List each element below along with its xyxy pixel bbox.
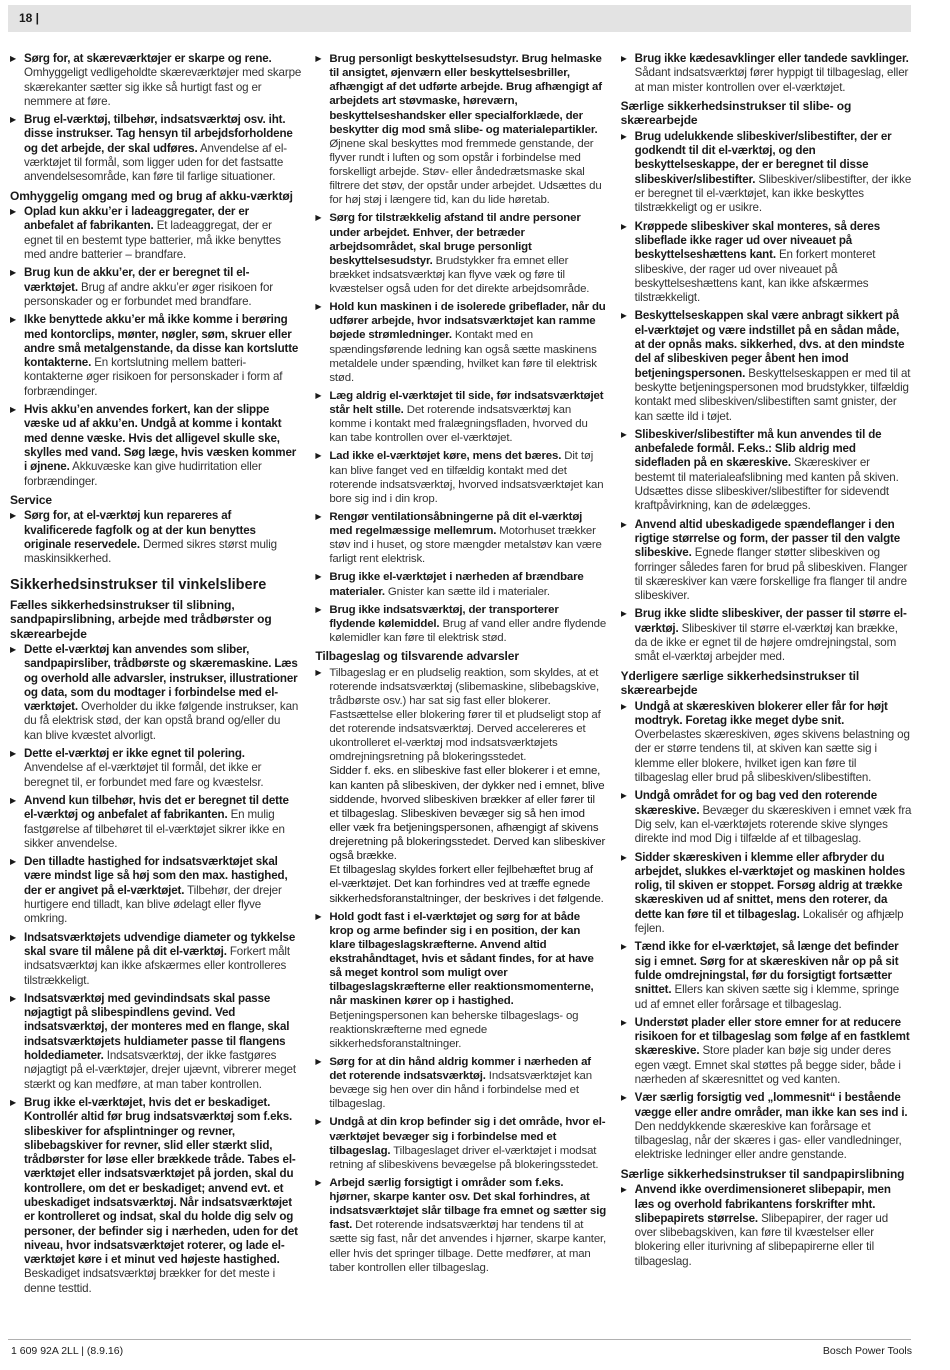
bullet-item [10,747,301,790]
bullet-bold-text: Oplad kun akku’er i ladeaggregater, der er anbefalet af fabrikanten. [24,205,250,233]
bullet-text: Egnede flanger støtter slibeskiven og forringer således faren for brud på slibeskiven. Flanger til skæreskiver kan være forskellige fra flanger til andre slibeskiver. [634,546,908,603]
bullet-bold-text: Krøppede slibeskiver skal monteres, så deres slibeflade ikke rager ud over niveauet på beskyttelseshættens kant. [634,219,881,262]
bullet-bold-text: Dette el-værktøj kan anvendes som sliber, sandpapirsliber, trådbørste og skæremaskine. Læs og overhold alle advarsler, instrukser, illustrationer og data, som du modtager i forbindelse med el-værktøjet. [24,643,298,714]
subsection-heading: Service [10,492,53,507]
bullet-bold-text: Beskyttelseskappen skal være anbragt sikkert på el-værktøjet og være indstillet på en sådan måde, at der opnås maks. sikkerhed, dvs. at den mindste del af slibeskiven peger åbent hen imod betjeningspersonen. [634,309,905,380]
subsection-heading: Omhyggelig omgang med og brug af akku-værktøj [10,188,293,203]
bullet-item [315,211,606,296]
bullet-bold-text: Understøt plader eller store emner for at reducere risikoen for et tilbageslag som følge af en fastklemt skæreskive. [634,1015,910,1058]
bullet-bold-text: Indsatsværktøjets udvendige diameter og tykkelse skal svare til målene på dit el-værktøj. [24,930,296,958]
bullet-text: Dit tøj kan blive fanget ved en tilfældig kontakt med det roterende indsatsværktøj, hvorved indsatsværktøjet kan bore sig ind i din krop. [329,450,604,505]
bullet-item [621,1091,912,1162]
bullet-text: Bevæger du skæreskiven i emnet væk fra Dig selv, kan el-værktøjets roterende skive slynges direkte ind mod Dig i tilfælde af et tilbageslag. [634,803,912,846]
bullet-text: Omhyggeligt vedligeholdte skæreværktøjer med skarpe skærekanter sætter sig ikke så hurtigt fast og er nemmere at føre. [24,66,302,108]
bullet-item [10,794,301,851]
bullet-item [315,570,606,598]
bullet-item [621,940,912,1011]
bullet-text: Akkuvæske kan give hudirritation eller forbrændinger. [24,460,262,488]
bullet-text: Betjeningspersonen kan beherske tilbageslags- og reaktionskræfterne med egnede sikkerhedsforanstaltninger. [329,1009,579,1050]
bullet-text: Det roterende indsatsværktøj kan komme i kontakt med fralægningsfladen, hvorved du kan tabe kontrollen over el-værktøjet. [329,404,588,445]
paragraph: Et tilbageslag skyldes forkert eller fejlbehæftet brug af el-værktøjet. Det kan forhindres ved at træffe egnede sikkerhedsforanstaltninger, der beskrives i det følgende. [329,864,604,905]
column-2 [315,52,606,1317]
bullet-item [621,518,912,604]
bullet-text: Overholder du ikke følgende instrukser, kan du få elektrisk stød, der kan opstå brand og/eller du kan blive kvæstet alvorligt. [24,700,299,742]
bullet-text: Den neddykkende skæreskive kan forårsage et tilbageslag, når der skæres i gas- eller vandledninger, elektriske ledninger eller andre genstande. [634,1119,902,1162]
bullet-bold-text: Brug ikke el-værktøjet, hvis det er beskadiget. Kontrollér altid før brug indsatsværktøj som f.eks. slibeskiver for afsplintninger og revner, slibebagskiver for revner, slid eller stærkt slid, trådbørster for løse eller brækkede tråde. Tabes el-værktøjet eller indsatsværktøjet på jorden, skal du kontrollere, om det er beskadiget; anvend evt. et ubeskadiget indsatsværktøj. Når indsatsværktøjet er kontrolleret og indsat, skal du holde dig selv og personer, der befinder sig i nærheden, uden for det niveau, hvor indsatsværktøjet roterer, og lade el-værktøjet køre i et minut ved højeste hastighed. [24,1095,298,1267]
bullet-text: Beskadiget indsatsværktøj brækker for det meste i denne testtid. [24,1267,276,1295]
bullet-item [315,389,606,446]
document-body [10,52,912,1317]
bullet-bold-text: Brug ikke kædesavklinger eller tandede savklinger. [634,52,909,65]
column-3 [621,52,912,1317]
bullet-item [315,510,606,567]
bullet-bold-text: Læg aldrig el-værktøjet til side, før indsatsværktøjet står helt stille. [329,389,604,416]
bullet-bold-text: Undgå området for og bag ved den roterende skæreskive. [634,789,878,817]
bullet-bold-text: Vær særlig forsigtig ved „lommesnit“ i bestående vægge eller andre områder, man ikke kan ses ind i. [634,1091,908,1119]
bullet-item [315,449,606,506]
bullet-item [10,992,301,1092]
bullet-item [10,403,301,489]
section-heading: Sikkerhedsinstrukser til vinkelslibere [10,576,267,593]
bullet-item [621,309,912,423]
bullet-bold-text: Sørg for, at skæreværktøjer er skarpe og rene. [24,52,272,65]
bullet-text: Tilbageslag er en pludselig reaktion, som skyldes, at et roterende indsatsværktøj (slibemaskine, slibebagskive, trådbørste osv.) har sat sig fast eller blokerer. Fastsættelse eller blokering fører til et pludseligt stop af det roterende indsatsværktøj. Derved accelereres et ukontrolleret el-værktøj mod indsatsværktøjets omdrejningsretning på blokeringsstedet. [329,666,601,764]
bullet-text: Tilbehør, der drejer hurtigere end tilladt, kan blive ødelagt eller flyve omkring. [24,883,282,926]
bullet-text: Sådant indsatsværktøj fører hyppigt til tilbageslag, eller at man mister kontrollen over el-værktøjet. [634,66,909,94]
bullet-text: Skæreskiver er bestemt til materialeafslibning med kanten på skiven. Udsættes disse slibeskiver/slibestifter for sidevendt kraftpåvirkning, kan de ødelægges. [634,456,899,513]
bullet-text: Anvendelse af el-værktøjet til formål, som ligger uden for det fastsatte anvendelsesområde, kan føre til farlige situationer. [24,141,287,184]
bullet-bold-text: Rengør ventilationsåbningerne på dit el-værktøj med regelmæssige mellemrum. [329,510,583,537]
bullet-text: En mulig fastgørelse af tilbehøret til el-værktøjet sikrer ikke en sikker anvendelse. [24,808,285,850]
bullet-item [621,789,912,846]
bullet-text: Kontakt med en spændingsførende ledning kan også sætte maskinens metaldele under spænding, hvilket kan føre til elektrisk stød. [329,329,597,384]
bullet-item [621,130,912,216]
bullet-bold-text: Sidder skæreskiven i klemme eller afbryder du arbejdet, slukkes el-værktøjet og maskinen holdes rolig, til skiven er stoppet. Forsøg aldrig at trække skæreskiven ud af snittet, mens den roterer, da dette kan føre til et tilbageslag. [634,850,906,921]
bullet-text: Det roterende indsatsværktøj har tendens til at sætte sig fast, når det anvendes i hjørner, skarpe kanter, eller hvis det springer tilbage. Dette medfører, at man taber kontrollen eller tilbageslag. [329,1219,607,1274]
bullet-text: Øjnene skal beskyttes mod fremmede genstande, der flyver rundt i luften og som opstår i forbindelse med forskelligt arbejde. Støv- eller åndedrætsmaske skal filtrere det støv, der opstår under arbejdet. Udsættes du for høj støj i længere tid, kan du lide høretab. [329,137,602,207]
bullet-bold-text: Anvend kun tilbehør, hvis det er beregnet til dette el-værktøj og anbefalet af fabrikanten. [24,793,289,822]
bullet-text: Slibepapirer, der rager ud over slibebagskiven, kan føre til kvæstelser eller blokering eller iturivning af slibepapirerne eller til tilbageslag. [634,1211,889,1268]
bullet-text: Indsatsværktøjet kan bevæge sig hen over din hånd i forbindelse med et tilbageslag. [329,1070,592,1111]
bullet-bold-text: Anvend altid ubeskadigede spændeflanger i den rigtige størrelse og form, der passer til den valgte slibeskive. [634,517,901,560]
bullet-bold-text: Undgå at din krop befinder sig i det område, hvor el-værktøjet bevæger sig i forbindelse med et tilbageslag. [329,1116,606,1157]
bullet-bold-text: Ikke benyttede akku’er må ikke komme i berøring med kontorclips, mønter, nøgler, søm, skruer eller andre små metalgenstande, da disse kan kortslutte kontakterne. [24,313,299,370]
bullet-bold-text: Sørg for tilstrækkelig afstand til andre personer under arbejdet. Enhver, der betræder arbejdsområdet, skal bruge personligt beskyttelsesudstyr. [329,212,581,267]
bullet-bold-text: Sørg for, at el-værktøj kun repareres af kvalificerede fagfolk og at der kun benyttes originale reservedele. [24,509,256,551]
bullet-item [621,851,912,937]
bullet-text: Lokalisér og afhjælp fejlen. [634,907,904,936]
footer-doc-id: 1 609 92A 2LL | (8.9.16) [11,1345,124,1357]
subsection-heading: Yderligere særlige sikkerhedsinstrukser til skærearbejde [620,668,860,698]
bullet-text: Store plader kan bøje sig under deres egen vægt. Emnet skal støttes på begge sider, både i nærheden af skæresnittet og ved kanten. [634,1044,901,1086]
bullet-text: En forkert monteret slibeskive, der rager ud over niveauet på beskyttelseshættens kant, kan ikke afskærmes tilstrækkeligt. [634,248,876,305]
bullet-item [10,855,301,926]
page-number: 18 | [19,11,40,25]
bullet-item [10,931,301,988]
bullet-bold-text: Brug ikke slidte slibeskiver, der passer til større el-værktøj. [634,607,907,635]
bullet-item [10,313,301,399]
bullet-bold-text: Anvend ikke overdimensioneret slibepapir, men læs og overhold fabrikantens forskrifter mht. slibepapirets størrelse. [634,1183,891,1225]
bullet-bold-text: Brug ikke el-værktøjet i nærheden af brændbare materialer. [329,571,584,598]
bullet-item [315,1055,606,1112]
bullet-bold-text: Brug el-værktøj, tilbehør, indsatsværktøj osv. iht. disse instrukser. Tag hensyn til arbejdsforholdene og det arbejde, der skal udføres. [24,113,293,155]
bullet-bold-text: Arbejd særlig forsigtigt i områder som f.eks. hjørner, skarpe kanter osv. Det skal forhindres, at indsatsværktøjet slår tilbage fra emnet og sætter sig fast. [329,1176,607,1232]
bullet-text: Motorhuset trækker støv ind i huset, og store mængder metalstøv kan være farligt rent elektrisk. [329,525,602,566]
bullet-item [621,700,912,786]
subsection-heading: Særlige sikkerhedsinstrukser til slibe- og skærearbejde [620,98,852,128]
bullet-bold-text: Indsatsværktøj med gevindindsats skal passe nøjagtigt på slibespindlens gevind. Ved indsatsværktøj, der monteres med en flange, skal indsatsværktøjets huldiameter passe til flangens holdediameter. [24,991,290,1063]
bullet-text: Forkert målt indsatsværktøj kan ikke afskærmes eller kontrolleres tilstrækkeligt. [24,944,290,987]
footer-divider [8,1339,911,1340]
bullet-item [10,52,301,109]
bullet-item [315,1115,606,1172]
bullet-bold-text: Undgå at skæreskiven blokerer eller får for højt modtryk. Foretag ikke meget dybe snit. [634,699,888,727]
bullet-item [10,266,301,309]
bullet-bold-text: Sørg for at din hånd aldrig kommer i nærheden af det roterende indsatsværktøj. [329,1055,591,1082]
bullet-item [315,666,606,765]
bullet-item [10,113,301,184]
bullet-item [621,607,912,664]
bullet-bold-text: Hvis akku’en anvendes forkert, kan der slippe væske ud af akku’en. Undgå at komme i kontakt med denne væske. Hvis det alligevel skulle ske, skylles med vand. Søg læge, hvis væsken kommer i øjnene. [24,403,297,474]
page-header [8,5,911,32]
bullet-text: Beskyttelseskappen er med til at beskytte betjeningspersonen mod brudstykker, tilfældig kontakt med slibeskiven/slibestiften samt gnister, der kan sætte ild i tøjet. [634,366,911,423]
bullet-bold-text: Dette el-værktøj er ikke egnet til polering. [24,747,245,761]
bullet-bold-text: Lad ikke el-værktøjet køre, mens det bæres. [329,450,562,463]
bullet-bold-text: Brug kun de akku’er, der er beregnet til el-værktøjet. [24,266,250,294]
bullet-item [621,428,912,514]
bullet-text: Gnister kan sætte ild i materialer. [384,585,550,598]
bullet-item [315,300,606,385]
bullet-text: Overbelastes skæreskiven, øges skivens belastning og der er større tendens til, at skiven kan sætte sig i klemme eller blokere, hvilket igen kan føre til tilbageslag eller brud på slibeskiven/slibestiften. [634,728,910,785]
bullet-item [621,1016,912,1087]
bullet-bold-text: Brug udelukkende slibeskiver/slibestifter, der er godkendt til dit el-værktøj, og den beskyttelseskappe, der er beregnet til disse slibeskiver/slibestifter. [634,129,892,186]
bullet-bold-text: Tænd ikke for el-værktøjet, så længe det befinder sig i emnet. Sørg for at skæreskiven når op på sit fulde omdrejningstal, før du forsigtigt fortsætter snittet. [634,940,899,997]
bullet-text: Dermed sikres størst mulig maskinsikkerhed. [24,537,277,566]
bullet-bold-text: Slibeskiver/slibestifter må kun anvendes til de anbefalede formål. F.eks.: Slib aldrig med sidefladen på en skæreskive. [634,427,882,470]
bullet-text: Brudstykker fra emnet eller brækket indsatsværktøj kan flyve væk og føre til kvæstelser også uden for det direkte arbejdsområde. [329,254,590,295]
bullet-item [10,643,301,743]
bullet-item [10,1096,301,1296]
footer-brand: Bosch Power Tools [822,1345,912,1357]
bullet-text: Anvendelse af el-værktøjet til formål, det ikke er beregnet til, er forbundet med fare og kvæstelsr. [24,761,264,789]
subsection-heading: Fælles sikkerhedsinstrukser til slibning, sandpapirslibning, arbejde med trådbørster og skærearbejde [10,597,272,641]
bullet-item [10,509,301,566]
bullet-text: Brug af andre akku’er øger risikoen for personskader og er forbundet med brandfare. [24,280,273,308]
bullet-text: Slibeskiver til større el-værktøj kan brække, da de ikke er egnet til de højere omdrejningstal, som småt el-værktøj arbejder med. [634,621,898,664]
bullet-item [621,1183,912,1269]
subsection-heading: Særlige sikkerhedsinstrukser til sandpapirslibning [620,1166,905,1181]
bullet-item [621,52,912,95]
bullet-bold-text: Hold kun maskinen i de isolerede gribeflader, når du udfører arbejde, hvor indsatsværktøjet kan ramme bøjede strømledninger. [329,301,606,342]
bullet-text: Slibeskiver/slibestifter, der ikke er beregnet til el-værktøjet, kan ikke beskyttes tilstrækkeligt og er usikre. [634,172,912,215]
bullet-item [621,220,912,306]
bullet-text: Ellers kan skiven sætte sig i klemme, springe ud af emnet eller forårsage et tilbageslag. [634,983,900,1011]
bullet-item [315,910,606,1051]
bullet-item [315,1176,606,1275]
subsection-heading: Tilbageslag og tilsvarende advarsler [315,649,519,663]
bullet-bold-text: Brug ikke indsatsværktøj, der transporterer flydende kølemiddel. [329,603,559,630]
column-1 [10,52,301,1317]
bullet-bold-text: Hold godt fast i el-værktøjet og sørg for at både krop og arme befinder sig i en position, der kan klare tilbageslagskræfterne. Anvend altid ekstrahåndtaget, hvis et sådant findes, for at have så meget kontrol som muligt over tilbageslagskræfterne eller reaktionsmomenterne, når maskinen kører op i hastighed. [329,910,594,1008]
bullet-item [315,603,606,645]
bullet-text: En kortslutning mellem batteri-kontakterne øger risikoen for personskader i form af forbrændinger. [24,356,283,398]
bullet-bold-text: Den tilladte hastighed for indsatsværktøjet skal være mindst lige så høj som den max. hastighed, der er angivet på el-værktøjet. [24,855,288,897]
bullet-text: Et ladeaggregat, der er egnet til en bestemt type batterier, må ikke benyttes med andre batterier – brandfare. [24,219,281,262]
bullet-bold-text: Brug personligt beskyttelsesudstyr. Brug helmaske til ansigtet, øjenværn eller beskyttelsesbriller, afhængigt af det udførte arbejde. Brug afhængigt af arbejdets art støvmaske, høreværn, beskyttelseshandsker eller specialforklæde, der beskytter dig mod små slibe- og materialepartikler. [329,53,602,136]
bullet-text: Indsatsværktøj, der ikke fastgøres nøjagtigt på el-værktøjer, drejer ujævnt, vibrerer meget stærkt og kan medføre, at man taber kontrollen. [24,1049,296,1091]
bullet-item [10,205,301,262]
bullet-text: Brug af vand eller andre flydende kølemidler kan føre til elektrisk stød. [329,617,607,644]
bullet-text: Tilbageslaget driver el-værktøjet i modsat retning af slibeskivens bevægelse på blokeringsstedet. [329,1144,599,1171]
paragraph: Sidder f. eks. en slibeskive fast eller blokerer i et emne, kan kanten på slibeskiven, der dykker ned i emnet, blive siddende, hvorved slibeskiven brækker af eller fører til et tilbageslag. Slibeskiven bevæger sig så hen imod eller væk fra betjeningspersonen, afhængigt af skivens drejeretning på blokeringsstedet. Derved kan slibeskiver også brække. [329,765,606,863]
bullet-item [315,52,606,207]
